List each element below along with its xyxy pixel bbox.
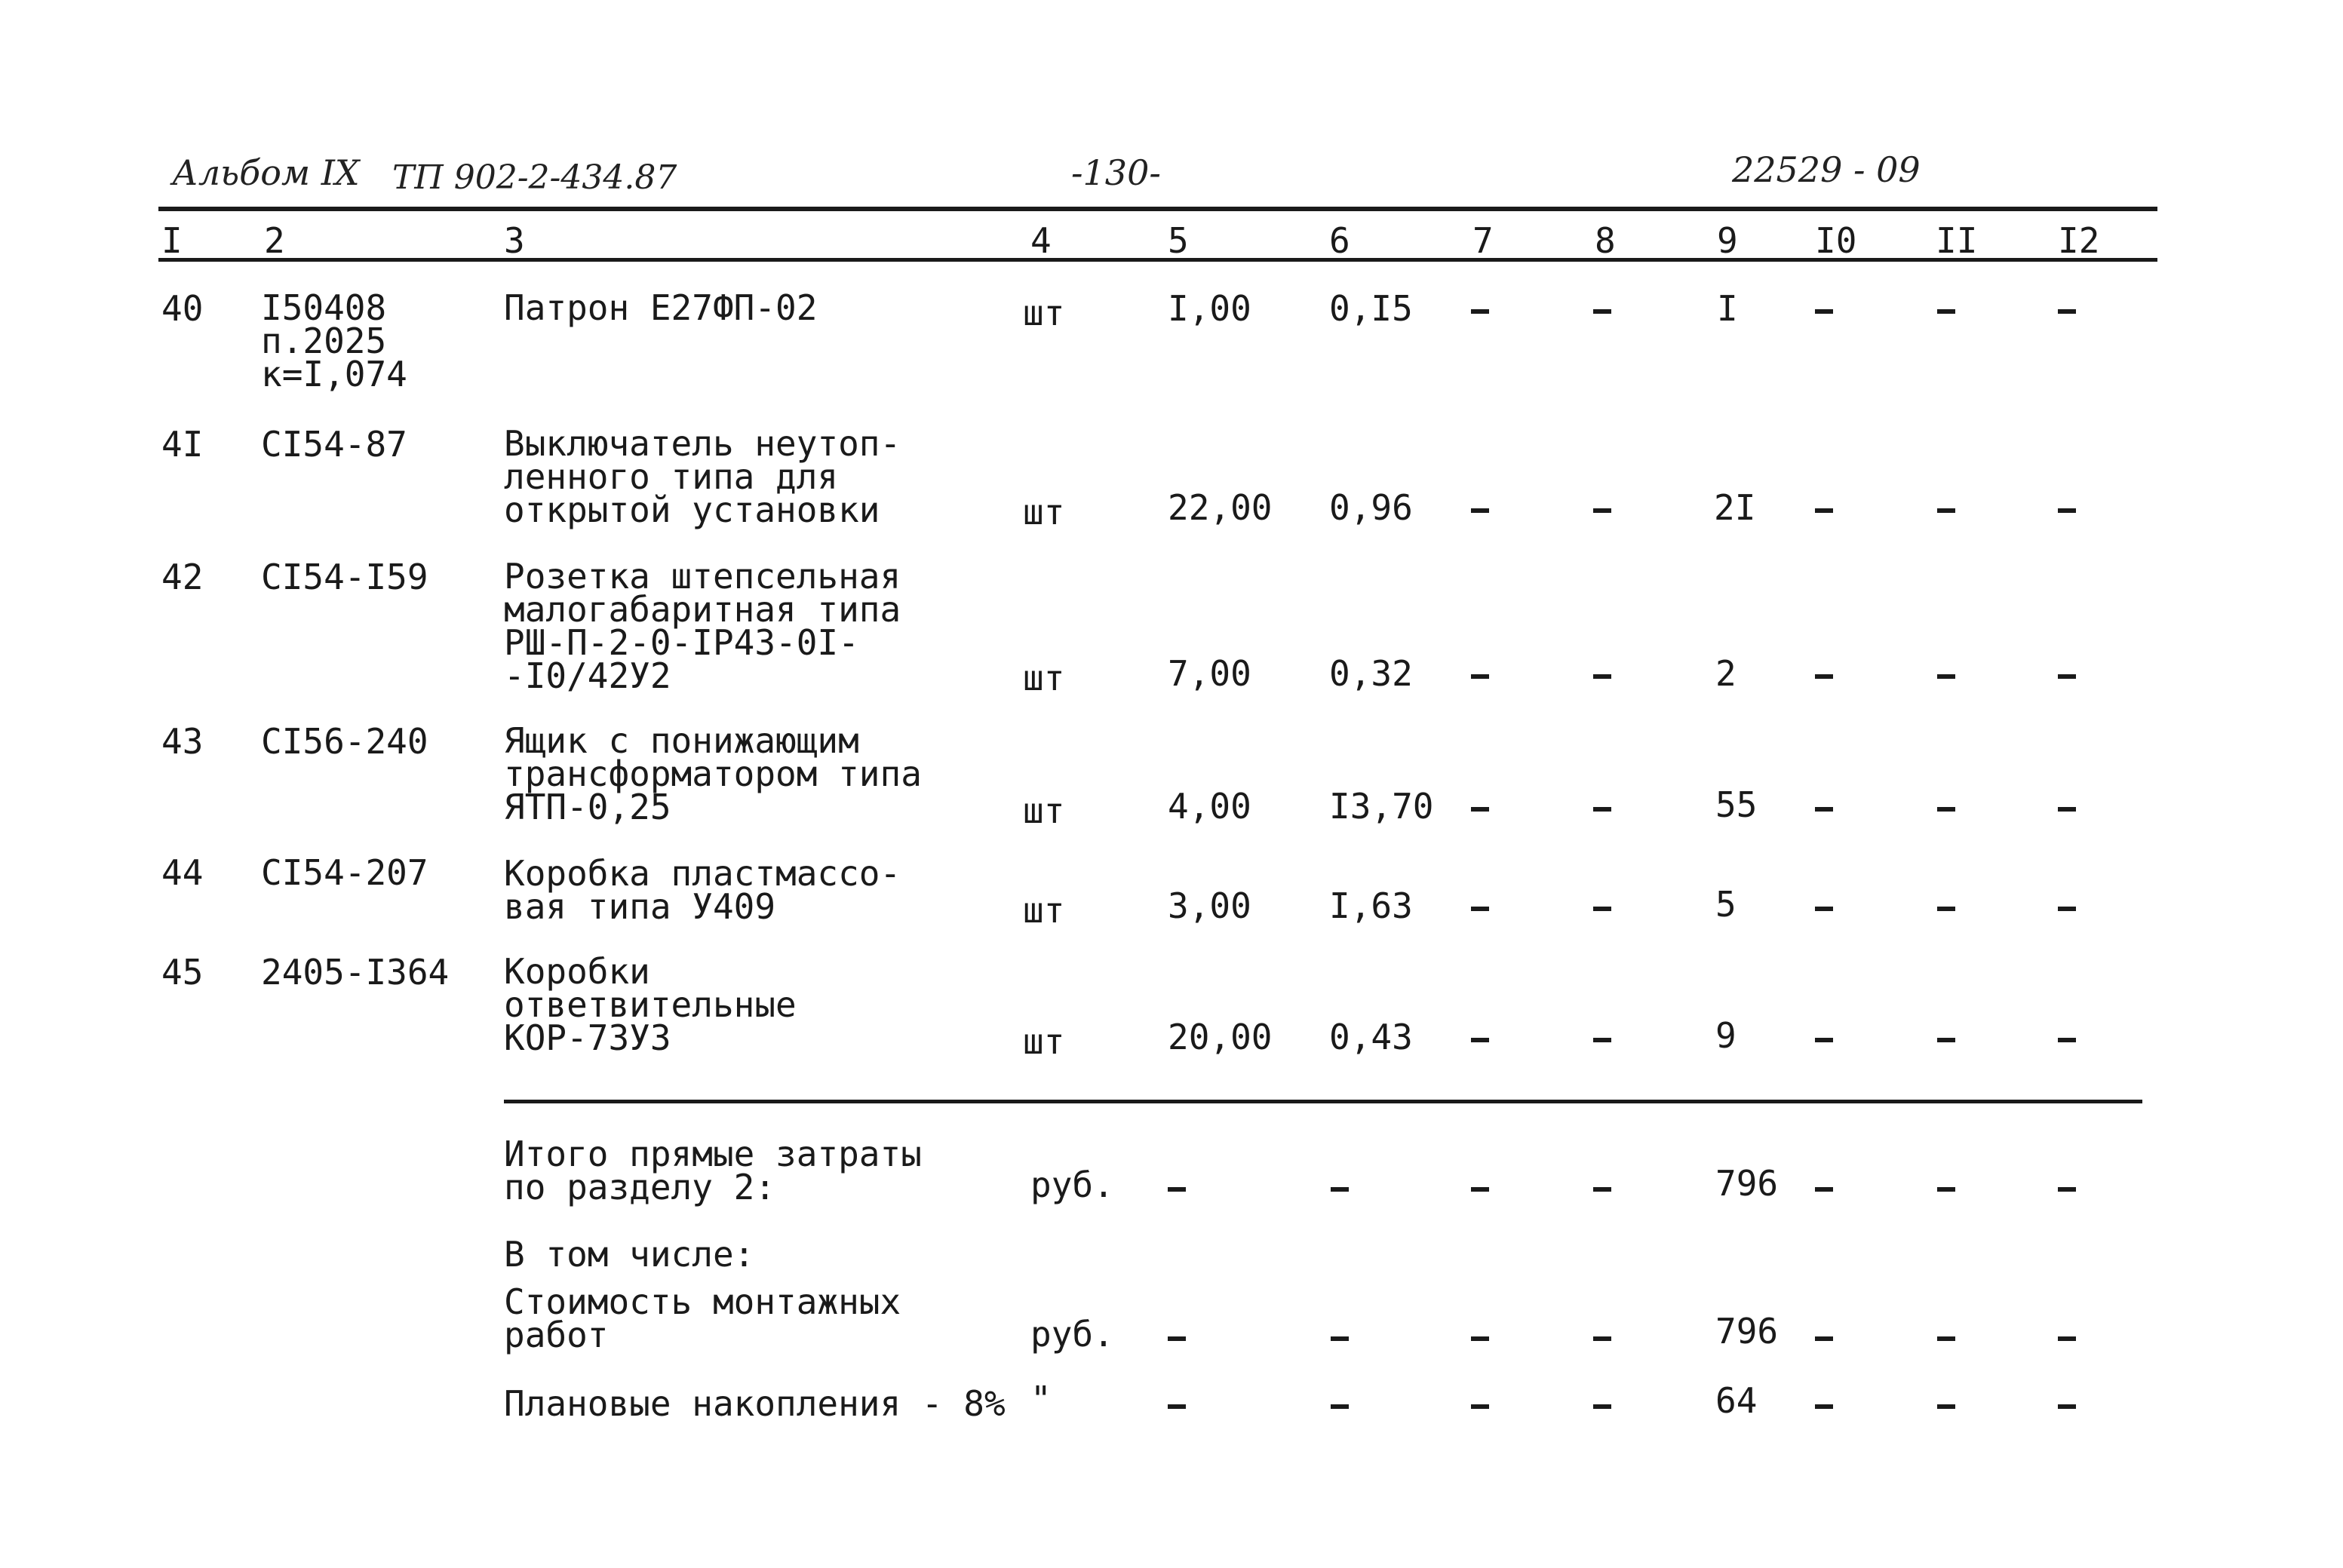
row-44-quantity: 3,00 [1168,885,1251,926]
col-header-6: 6 [1329,220,1350,261]
column-header-rule [158,258,2157,262]
row-45-col7-dash [1471,1038,1489,1042]
row-45-code: 2405-I364 [261,952,450,993]
total-direct-costs-label: Итого прямые затраты по разделу 2: [504,1134,922,1207]
row-41-name: Выключатель неутоп- ленного типа для открытой установки [504,423,901,530]
planned-accumulations-unit: " [1030,1379,1052,1419]
row-42-total: 2 [1715,653,1737,694]
row-44-total: 5 [1715,884,1737,925]
row-41-col7-dash [1471,508,1489,513]
row-40-col11-dash [1937,309,1955,314]
installation-cost-label: Стоимость монтажных работ [504,1281,901,1355]
planned-col5-dash [1168,1404,1186,1409]
install-col8-dash [1593,1336,1611,1341]
row-41-quantity: 22,00 [1168,487,1273,528]
row-40-quantity: I,00 [1168,288,1251,329]
row-43-name: Ящик с понижающим трансформатором типа ЯТП-0,25 [504,720,922,827]
row-43-code: CI56-240 [261,721,428,762]
row-44-unit: шт [1023,890,1065,931]
col-header-5: 5 [1168,220,1189,261]
install-col12-dash [2058,1336,2076,1341]
planned-col8-dash [1593,1404,1611,1409]
row-45-total: 9 [1715,1015,1737,1056]
total-col11-dash [1937,1187,1955,1192]
summary-separator [504,1100,2142,1103]
row-44-col10-dash [1815,907,1833,911]
row-40-number: 40 [161,288,204,329]
planned-accumulations-label: Плановые накопления - 8% [504,1383,1006,1424]
row-40-col7-dash [1471,309,1489,314]
row-44-code: CI54-207 [261,852,428,893]
row-41-total: 2I [1714,487,1756,528]
row-44-number: 44 [161,852,204,893]
row-43-unit-cost: I3,70 [1329,786,1434,827]
row-41-number: 4I [161,424,204,465]
install-col5-dash [1168,1336,1186,1341]
row-43-col12-dash [2058,807,2076,812]
col-header-7: 7 [1472,220,1494,261]
row-45-number: 45 [161,952,204,993]
document-code: 22529 - 09 [1732,149,1921,190]
col-header-11: II [1936,220,1978,261]
row-42-unit: шт [1023,658,1065,698]
row-42-col7-dash [1471,674,1489,679]
row-42-quantity: 7,00 [1168,653,1251,694]
total-direct-costs-unit: руб. [1030,1164,1114,1205]
row-45-col10-dash [1815,1038,1833,1042]
row-42-code: CI54-I59 [261,557,428,597]
row-45-unit-cost: 0,43 [1329,1017,1413,1057]
total-col10-dash [1815,1187,1833,1192]
col-header-10: I0 [1815,220,1857,261]
total-col12-dash [2058,1187,2076,1192]
row-44-unit-cost: I,63 [1329,885,1413,926]
project-code: ТП 902-2-434.87 [392,158,677,197]
row-41-col11-dash [1937,508,1955,513]
col-header-3: 3 [504,220,525,261]
total-col5-dash [1168,1187,1186,1192]
row-43-quantity: 4,00 [1168,786,1251,827]
planned-col7-dash [1471,1404,1489,1409]
row-44-col12-dash [2058,907,2076,911]
row-40-name: Патрон Е27ФП-02 [504,287,818,328]
planned-col10-dash [1815,1404,1833,1409]
row-41-code: CI54-87 [261,424,407,465]
top-double-rule [158,207,2157,211]
row-44-col7-dash [1471,907,1489,911]
planned-col11-dash [1937,1404,1955,1409]
installation-cost-value: 796 [1715,1311,1779,1352]
col-header-9: 9 [1717,220,1738,261]
col-header-2: 2 [264,220,285,261]
row-45-col12-dash [2058,1038,2076,1042]
row-41-unit-cost: 0,96 [1329,487,1413,528]
col-header-8: 8 [1595,220,1616,261]
col-header-1: I [161,220,183,261]
row-43-unit: шт [1023,790,1065,831]
row-40-col12-dash [2058,309,2076,314]
install-col10-dash [1815,1336,1833,1341]
row-42-col11-dash [1937,674,1955,679]
row-42-number: 42 [161,557,204,597]
page-number: -130- [1071,152,1161,193]
total-col6-dash [1331,1187,1349,1192]
total-direct-costs-value: 796 [1715,1163,1779,1204]
row-41-col10-dash [1815,508,1833,513]
row-40-col10-dash [1815,309,1833,314]
row-43-number: 43 [161,721,204,762]
row-43-total: 55 [1715,784,1758,825]
row-45-col8-dash [1593,1038,1611,1042]
row-41-col12-dash [2058,508,2076,513]
planned-col6-dash [1331,1404,1349,1409]
row-41-col8-dash [1593,508,1611,513]
row-42-col12-dash [2058,674,2076,679]
row-43-col10-dash [1815,807,1833,812]
row-42-unit-cost: 0,32 [1329,653,1413,694]
row-45-col11-dash [1937,1038,1955,1042]
row-40-total: I [1717,288,1738,329]
col-header-4: 4 [1030,220,1052,261]
row-45-name: Коробки ответвительные КОР-73У3 [504,951,797,1058]
install-col7-dash [1471,1336,1489,1341]
install-col6-dash [1331,1336,1349,1341]
planned-col12-dash [2058,1404,2076,1409]
row-44-name: Коробка пластмассо- вая типа У409 [504,853,901,927]
row-44-col11-dash [1937,907,1955,911]
row-40-code: I50408 п.2025 к=I,074 [261,287,407,394]
install-col11-dash [1937,1336,1955,1341]
total-col8-dash [1593,1187,1611,1192]
row-45-unit: шт [1023,1021,1065,1062]
row-40-unit: шт [1023,293,1065,333]
row-43-col8-dash [1593,807,1611,812]
col-header-12: I2 [2058,220,2100,261]
installation-cost-unit: руб. [1030,1314,1114,1355]
including-label: В том числе: [504,1234,755,1275]
row-41-unit: шт [1023,492,1065,532]
row-44-col8-dash [1593,907,1611,911]
total-col7-dash [1471,1187,1489,1192]
row-42-name: Розетка штепсельная малогабаритная типа РШ-П-2-0-IP43-0I- -I0/42У2 [504,556,901,696]
row-42-col8-dash [1593,674,1611,679]
album-label: Альбом IX [172,152,360,193]
row-42-col10-dash [1815,674,1833,679]
row-40-unit-cost: 0,I5 [1329,288,1413,329]
row-40-col8-dash [1593,309,1611,314]
row-43-col11-dash [1937,807,1955,812]
row-45-quantity: 20,00 [1168,1017,1273,1057]
row-43-col7-dash [1471,807,1489,812]
planned-accumulations-value: 64 [1715,1380,1758,1421]
